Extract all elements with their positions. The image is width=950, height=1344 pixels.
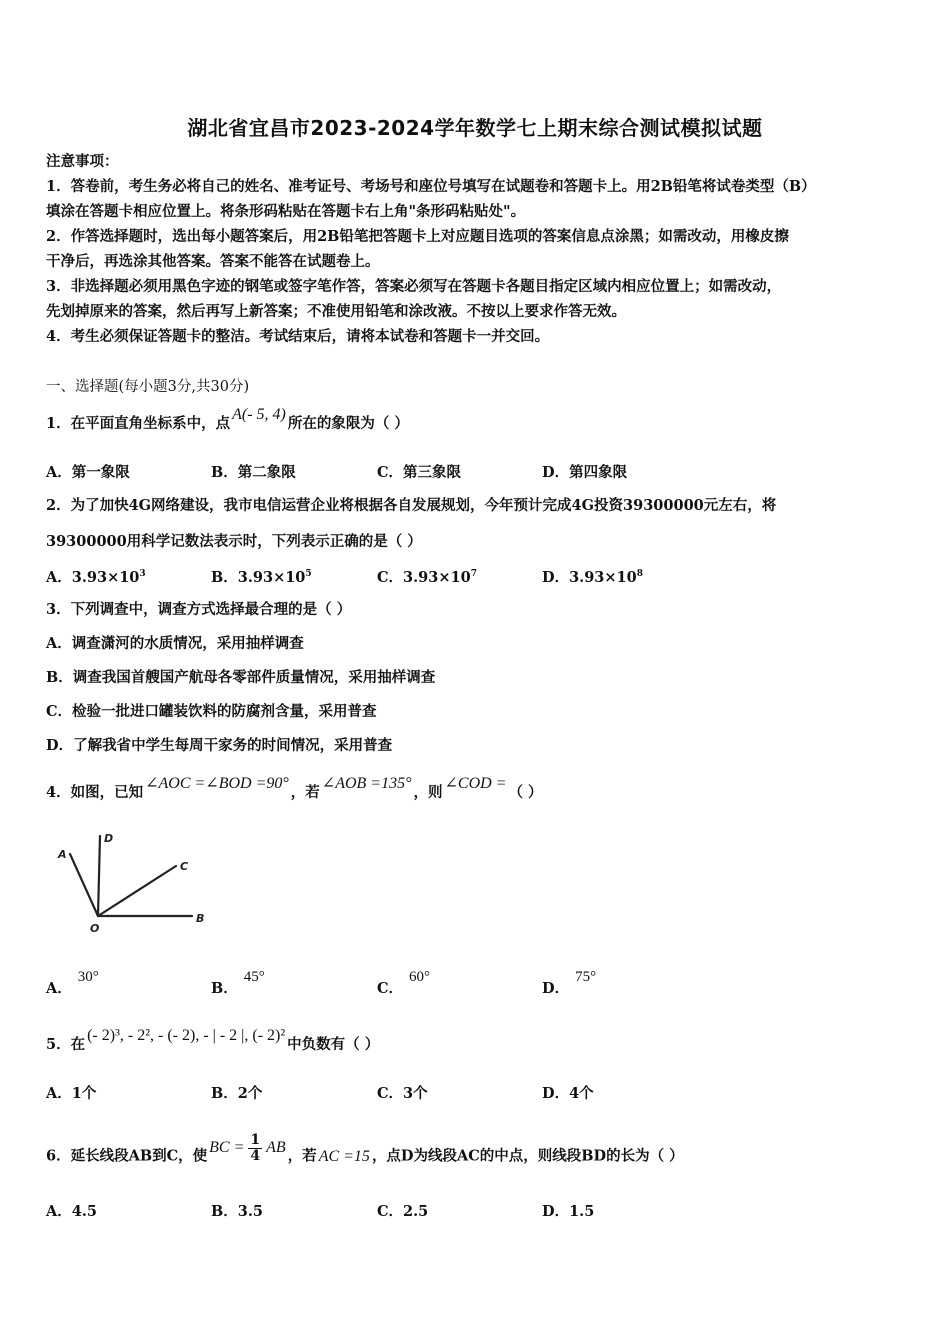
question-4-post: （ ） — [508, 784, 543, 801]
q3-option-c: C．检验一批进口罐装饮料的防腐剂含量，采用普查 — [46, 703, 377, 720]
q2-option-a-exp: 3 — [139, 569, 146, 580]
question-5-math: (- 2)³, - 2², - (- 2), - | - 2 |, (- 2)² — [87, 1027, 286, 1044]
q2-option-b — [211, 566, 312, 587]
question-4-mid: ，若 — [290, 784, 320, 801]
notes-line: 干净后，再选涂其他答案。答案不能答在试题卷上。 — [46, 253, 380, 270]
question-4 — [46, 775, 543, 803]
q2-option-d — [542, 566, 643, 587]
fraction-numerator: 1 — [250, 1132, 261, 1148]
q1-option-b: B．第二象限 — [211, 464, 296, 481]
q2-option-d-exp: 8 — [636, 569, 643, 580]
question-6-pre: 6．延长线段AB到C，使 — [46, 1147, 208, 1165]
q1-option-a: A．第一象限 — [46, 464, 130, 481]
q2-option-a — [46, 566, 146, 587]
ray-oa — [70, 854, 98, 916]
notes-line: 3．非选择题必须用黑色字迹的钢笔或签字笔作答，答案必须写在答题卡各题目指定区域内相应位置上；如需改动， — [46, 278, 782, 295]
question-1 — [46, 406, 409, 434]
q6-option-b: B．3.5 — [211, 1203, 263, 1220]
q5-option-a: A．1个 — [46, 1085, 97, 1102]
q1-option-d: D．第四象限 — [542, 464, 628, 481]
q4-option-a — [46, 969, 99, 998]
question-6-math-bc: BC = — [209, 1138, 245, 1156]
q5-option-d: D．4个 — [542, 1085, 594, 1102]
q4-option-b-label: B． — [211, 980, 238, 997]
q5-option-c: C．3个 — [377, 1085, 428, 1102]
label-b: B — [196, 912, 205, 925]
label-d: D — [104, 832, 114, 845]
section-heading: 一、选择题(每小题3分,共30分) — [46, 379, 250, 395]
question-1-post: 所在的象限为（ ） — [287, 415, 409, 432]
q2-option-c — [377, 566, 477, 587]
q5-option-b: B．2个 — [211, 1085, 263, 1102]
question-6-mid: ，若 — [287, 1147, 317, 1165]
q4-option-d — [542, 969, 597, 998]
notes-line: 1．答卷前，考生务必将自己的姓名、准考证号、考场号和座位号填写在试题卷和答题卡上。用2B铅笔将试卷类型（B） — [46, 178, 816, 195]
question-5-pre: 5．在 — [46, 1036, 86, 1053]
q4-option-c — [377, 969, 431, 998]
q4-option-a-value: 30° — [77, 969, 99, 985]
notes-line: 4．考生必须保证答题卡的整洁。考试结束后，请将本试卷和答题卡一并交回。 — [46, 328, 550, 345]
question-1-pre: 1．在平面直角坐标系中，点 — [46, 415, 231, 432]
q4-option-d-value: 75° — [575, 969, 597, 985]
q4-option-a-label: A． — [46, 980, 72, 997]
notes-heading: 注意事项： — [46, 153, 119, 170]
q4-option-c-value: 60° — [409, 969, 431, 985]
q2-option-b-label: B．3.93×10 — [211, 569, 306, 586]
fraction-denominator: 4 — [250, 1148, 261, 1164]
question-4-math-2: ∠AOB =135° — [321, 775, 412, 792]
label-c: C — [180, 860, 189, 873]
question-6-math-ab: AB — [266, 1138, 286, 1156]
q3-option-a: A．调查潇河的水质情况，采用抽样调查 — [46, 635, 304, 652]
ray-oc — [98, 866, 176, 916]
q2-option-c-label: C．3.93×10 — [377, 569, 471, 586]
question-3: 3．下列调查中，调查方式选择最合理的是（ ） — [46, 601, 352, 618]
notes-line: 2．作答选择题时，选出每小题答案后，用2B铅笔把答题卡上对应题目选项的答案信息点涂黑；如需改动，用橡皮擦 — [46, 228, 789, 245]
q4-option-c-label: C． — [377, 980, 404, 997]
q6-option-d: D．1.5 — [542, 1203, 595, 1220]
question-6-math-ac: AC =15 — [318, 1147, 370, 1165]
q2-option-b-exp: 5 — [305, 569, 312, 580]
question-4-math-1: ∠AOC =∠BOD =90° — [145, 775, 289, 792]
question-5 — [46, 1027, 380, 1055]
page-title: 湖北省宜昌市2023-2024学年数学七上期末综合测试模拟试题 — [187, 116, 763, 140]
ray-od — [98, 836, 100, 916]
question-6-post: ，点D为线段AC的中点，则线段BD的长为（ ） — [371, 1147, 684, 1165]
q3-option-d: D．了解我省中学生每周干家务的时间情况，采用普查 — [46, 737, 393, 754]
question-4-mid-2: ，则 — [413, 784, 443, 801]
question-2-line-2: 39300000用科学记数法表示时，下列表示正确的是（ ） — [46, 533, 422, 550]
q6-option-c: C．2.5 — [377, 1203, 429, 1220]
question-4-math-3: ∠COD = — [444, 775, 507, 792]
notes-line: 填涂在答题卡相应位置上。将条形码粘贴在答题卡右上角"条形码粘贴处"。 — [46, 203, 526, 220]
question-6 — [46, 1132, 684, 1172]
q1-option-c: C．第三象限 — [377, 464, 462, 481]
question-2-line-1: 2．为了加快4G网络建设，我市电信运营企业将根据各自发展规划，今年预计完成4G投资39300000元左右，将 — [46, 497, 777, 514]
q2-option-c-exp: 7 — [470, 569, 477, 580]
q2-option-a-label: A．3.93×10 — [46, 569, 140, 586]
question-5-post: 中负数有（ ） — [287, 1036, 380, 1053]
question-1-math: A(- 5, 4) — [232, 406, 286, 423]
q2-option-d-label: D．3.93×10 — [542, 569, 637, 586]
question-4-pre: 4．如图，已知 — [46, 784, 144, 801]
q4-option-b-value: 45° — [243, 969, 265, 985]
q3-option-b: B．调查我国首艘国产航母各零部件质量情况，采用抽样调查 — [46, 669, 436, 686]
q6-option-a: A．4.5 — [46, 1203, 97, 1220]
q4-option-d-label: D． — [542, 980, 570, 997]
label-o: O — [90, 922, 100, 935]
question-6-fraction — [248, 1133, 262, 1164]
notes-line: 先划掉原来的答案，然后再写上新答案；不准使用铅笔和涂改液。不按以上要求作答无效。 — [46, 303, 626, 320]
q4-option-b — [211, 969, 265, 998]
label-a: A — [58, 848, 67, 861]
angle-figure — [48, 822, 218, 942]
